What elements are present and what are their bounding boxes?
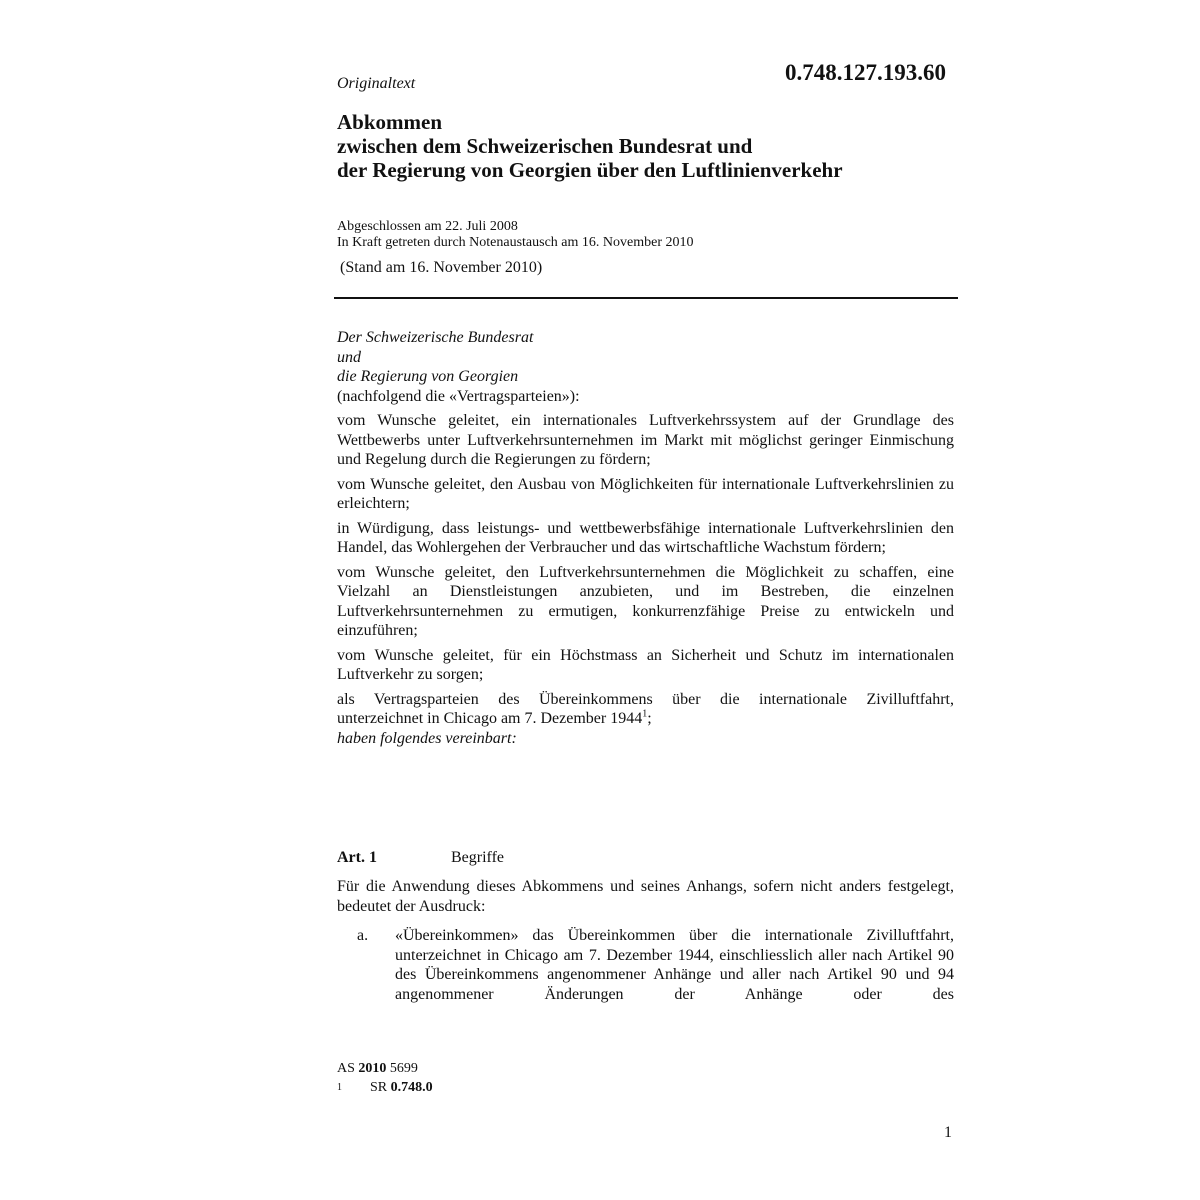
stand-date: (Stand am 16. November 2010) xyxy=(340,259,543,276)
originaltext-label: Originaltext xyxy=(337,75,416,92)
preamble-paragraph-2: vom Wunsche geleitet, den Ausbau von Möglichkeiten für internationale Luftverkehrslinien zu erleichtern; xyxy=(337,475,954,512)
preamble-paragraph-1: vom Wunsche geleitet, ein internationales Luftverkehrssystem auf der Grundlage des Wettbewerbs unter Luftverkehrsunternehmen im Markt mit möglichst geringer Einmischung und Regelung durch die Regierungen zu fördern; xyxy=(337,412,954,468)
footnote-ref-1[interactable]: 1 xyxy=(642,708,648,720)
header-divider xyxy=(334,297,958,299)
footnote-1-ref[interactable]: 0.748.0 xyxy=(390,1080,433,1095)
preamble xyxy=(337,328,954,753)
as-page: 5699 xyxy=(389,1061,418,1076)
article-1-title: Begriffe xyxy=(451,849,505,866)
title-line-1: Abkommen xyxy=(337,110,443,134)
document-title xyxy=(337,110,843,182)
title-line-3: der Regierung von Georgien über den Luftlinienverkehr xyxy=(337,158,843,182)
in-force-date: In Kraft getreten durch Notenaustausch am 16. November 2010 xyxy=(337,235,694,250)
preamble-party-2: die Regierung von Georgien xyxy=(337,368,519,385)
preamble-paragraph-6-end: ; xyxy=(647,710,652,727)
footnote-1-number: 1 xyxy=(337,1082,342,1093)
preamble-paragraph-3: in Würdigung, dass leistungs- und wettbewerbsfähige internationale Luftverkehrslinien den Handel, das Wohlergehen der Verbraucher und das wirtschaftliche Wachstum fördern; xyxy=(337,519,954,556)
preamble-paragraph-6 xyxy=(337,690,954,729)
as-reference xyxy=(337,1059,433,1078)
preamble-paragraph-5: vom Wunsche geleitet, für ein Höchstmass an Sicherheit und Schutz im internationalen Luftverkehr zu sorgen; xyxy=(337,646,954,683)
page-number: 1 xyxy=(944,1124,952,1141)
footnote-1-prefix: SR xyxy=(370,1080,388,1095)
sr-number: 0.748.127.193.60 xyxy=(785,60,946,85)
article-1-heading xyxy=(337,849,504,867)
document-meta xyxy=(337,219,694,251)
footnote-1 xyxy=(337,1078,433,1097)
as-year: 2010 xyxy=(358,1061,387,1076)
preamble-following: (nachfolgend die «Vertragsparteien»): xyxy=(337,387,580,405)
article-1-intro: Für die Anwendung dieses Abkommens und seines Anhangs, sofern nicht anders festgelegt, bedeutet der Ausdruck: xyxy=(337,878,954,915)
preamble-party-1: Der Schweizerische Bundesrat xyxy=(337,329,534,346)
preamble-and: und xyxy=(337,348,361,366)
concluded-date: Abgeschlossen am 22. Juli 2008 xyxy=(337,219,518,234)
preamble-agreed: haben folgendes vereinbart: xyxy=(337,729,517,747)
preamble-paragraph-4: vom Wunsche geleitet, den Luftverkehrsunternehmen die Möglichkeit zu schaffen, eine Vielzahl an Dienstleistungen anzubieten, und im Bestreben, die einzelnen Luftverkehrsunternehmen zu ermutigen, konkurrenzfähige Preise zu entwickeln und einzuführen; xyxy=(337,563,954,639)
as-prefix: AS xyxy=(337,1061,355,1076)
page-footer xyxy=(337,1059,433,1097)
title-line-2: zwischen dem Schweizerischen Bundesrat und xyxy=(337,134,753,158)
item-a-letter: a. xyxy=(357,927,369,944)
preamble-paragraph-6-line-1: als Vertragsparteien des Übereinkommens über die internationale Zivilluftfahrt, xyxy=(337,690,954,708)
preamble-paragraph-6-line-2: unterzeichnet in Chicago am 7. Dezember 1944 xyxy=(337,710,643,727)
item-a-text: «Übereinkommen» das Übereinkommen über die internationale Zivilluftfahrt, unterzeichnet in Chicago am 7. Dezember 1944, einschliesslich aller nach Artikel 90 des Übereinkommens angenommener Anhänge und aller nach Artikel 90 und 94 angenommener Änderungen der Anhänge oder des xyxy=(395,927,954,1003)
article-1-number: Art. 1 xyxy=(337,849,377,866)
